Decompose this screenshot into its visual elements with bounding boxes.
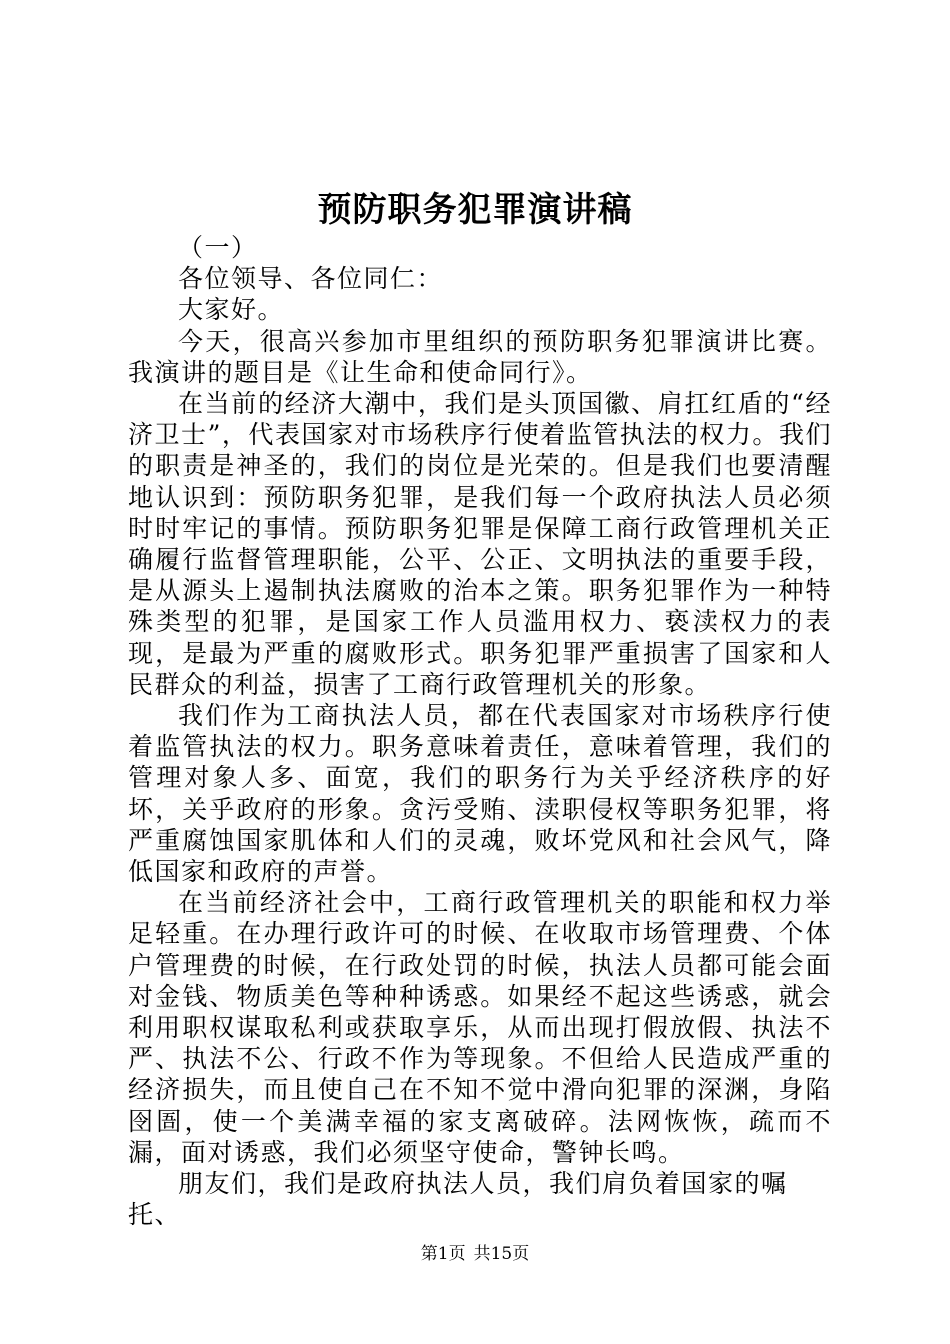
page-number: 第1页 <box>420 1244 466 1264</box>
page-footer <box>0 1242 950 1266</box>
paragraph-closing-start: 朋友们，我们是政府执法人员，我们肩负着国家的嘱托、 <box>128 1169 788 1230</box>
paragraph-intro: 今天，很高兴参加市里组织的预防职务犯罪演讲比赛。我演讲的题目是《让生命和使命同行》。 <box>128 326 832 387</box>
paragraph-temptation: 在当前经济社会中，工商行政管理机关的职能和权力举足轻重。在办理行政许可的时候、在收取市场管理费、个体户管理费的时候，在行政处罚的时候，执法人员都可能会面对金钱、物质美色等种种诱惑。如果经不起这些诱惑，就会利用职权谋取私利或获取享乐，从而出现打假放假、执法不严、执法不公、行政不作为等现象。不但给人民造成严重的经济损失，而且使自己在不知不觉中滑向犯罪的深渊，身陷囹圄，使一个美满幸福的家支离破碎。法网恢恢，疏而不漏，面对诱惑，我们必须坚守使命，警钟长鸣。 <box>128 888 832 1167</box>
paragraph-responsibility: 我们作为工商执法人员，都在代表国家对市场秩序行使着监管执法的权力。职务意味着责任，意味着管理，我们的管理对象人多、面宽，我们的职务行为关乎经济秩序的好坏，关乎政府的形象。贪污受贿、渎职侵权等职务犯罪，将严重腐蚀国家肌体和人们的灵魂，败坏党风和社会风气，降低国家和政府的声誉。 <box>128 701 832 887</box>
greeting: 大家好。 <box>178 295 285 325</box>
paragraph-duty: 在当前的经济大潮中，我们是头顶国徽、肩扛红盾的“经济卫士”，代表国家对市场秩序行使着监管执法的权力。我们的职责是神圣的，我们的岗位是光荣的。但是我们也要清醒地认识到：预防职务犯罪，是我们每一个政府执法人员必须时时牢记的事情。预防职务犯罪是保障工商行政管理机关正确履行监督管理职能，公平、公正、文明执法的重要手段，是从源头上遏制执法腐败的治本之策。职务犯罪作为一种特殊类型的犯罪，是国家工作人员滥用权力、亵渎权力的表现，是最为严重的腐败形式。职务犯罪严重损害了国家和人民群众的利益，损害了工商行政管理机关的形象。 <box>128 389 832 699</box>
document-title: 预防职务犯罪演讲稿 <box>317 190 633 230</box>
section-marker: （一） <box>178 233 258 262</box>
salutation: 各位领导、各位同仁： <box>178 264 444 294</box>
page-total: 共15页 <box>473 1244 530 1264</box>
document-body <box>128 232 832 1231</box>
